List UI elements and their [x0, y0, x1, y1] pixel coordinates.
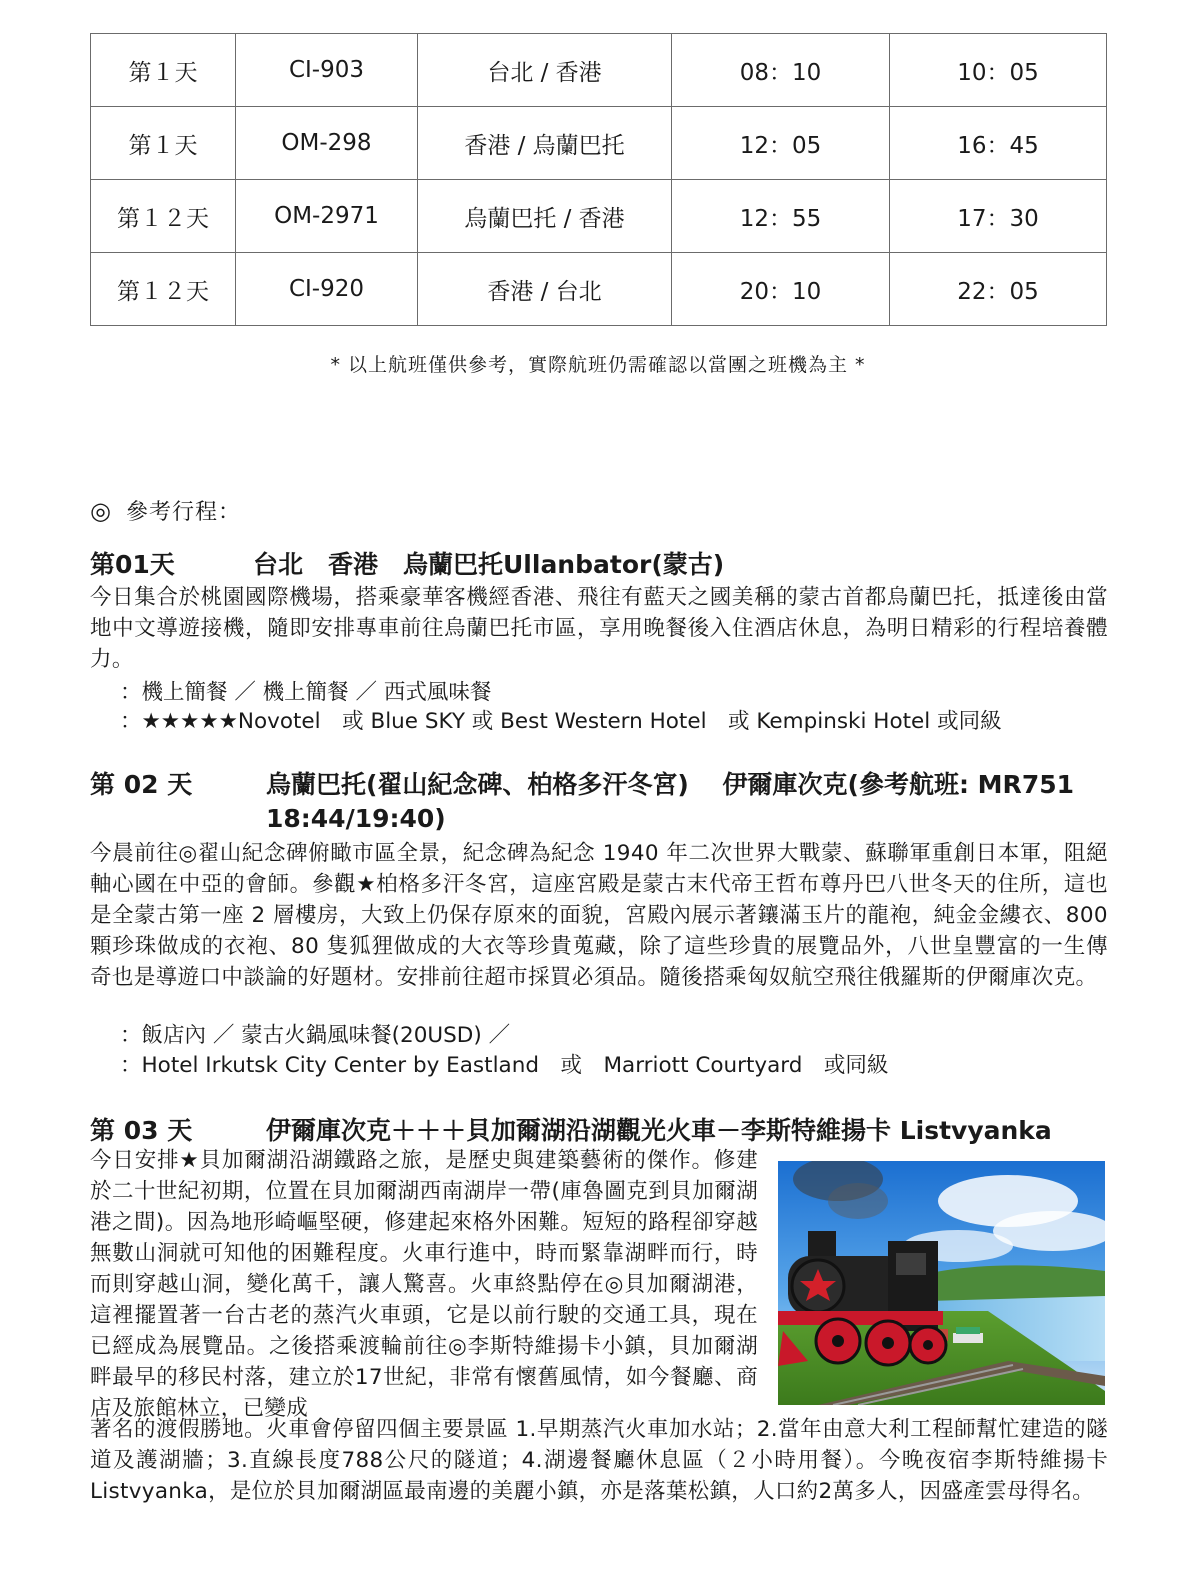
itinerary-heading	[90, 495, 241, 526]
flight-number-cell: CI-903	[236, 34, 418, 107]
flight-depart-cell: 12：55	[672, 180, 890, 253]
flight-route-cell: 香港 / 烏蘭巴托	[418, 107, 672, 180]
day2-route: 烏蘭巴托(翟山紀念碑、柏格多汗冬宮) 伊爾庫次克(參考航班: MR751	[266, 770, 1074, 799]
day1-hotel: ：★★★★★Novotel 或 Blue SKY 或 Best Western Hotel 或 Kempinski Hotel 或同級	[120, 709, 1002, 734]
flight-route-cell: 烏蘭巴托 / 香港	[418, 180, 672, 253]
table-row	[91, 253, 1107, 326]
day3-description-continued: 著名的渡假勝地。火車會停留四個主要景區 1.早期蒸汽火車加水站；2.當年由意大利工程師幫忙建造的隧道及護湖牆；3.直線長度788公尺的隧道；4.湖邊餐廳休息區（２小時用餐）。今晚夜宿李斯特維揚卡Listvyanka，是位於貝加爾湖區最南邊的美麗小鎮，亦是落葉松鎮，人口約2萬多人，因盛產雲母得名。	[90, 1417, 1108, 1504]
flight-route-cell: 香港 / 台北	[418, 253, 672, 326]
flight-depart-cell: 08：10	[672, 34, 890, 107]
day1-title	[90, 545, 724, 581]
day1-description: 今日集合於桃園國際機場，搭乘豪華客機經香港、飛往有藍天之國美稱的蒙古首都烏蘭巴托，抵達後由當地中文導遊接機，隨即安排專車前往烏蘭巴托市區，享用晚餐後入住酒店休息，為明日精彩的行程培養體力。	[90, 585, 1108, 672]
flight-day-cell: 第１２天	[91, 253, 236, 326]
day2-title-continued: 18:44/19:40)	[266, 804, 446, 833]
day2-title	[90, 765, 1074, 801]
flight-disclaimer: * 以上航班僅供參考，實際航班仍需確認以當團之班機為主 *	[330, 354, 866, 376]
flight-day-cell: 第１天	[91, 34, 236, 107]
flight-table	[90, 33, 1107, 326]
table-row	[91, 107, 1107, 180]
day2-label: 第 02 天	[90, 770, 193, 799]
table-row	[91, 180, 1107, 253]
day3-description: 今日安排★貝加爾湖沿湖鐵路之旅，是歷史與建築藝術的傑作。修建於二十世紀初期，位置在貝加爾湖西南湖岸一帶(庫魯圖克到貝加爾湖港之間)。因為地形崎嶇堅硬，修建起來格外困難。短短的路程卻穿越無數山洞就可知他的困難程度。火車行進中，時而緊靠湖畔而行，時而則穿越山洞，變化萬千，讓人驚喜。火車終點停在◎貝加爾湖港，這裡擺置著一台古老的蒸汽火車頭，它是以前行駛的交通工具，現在已經成為展覽品。之後搭乘渡輪前往◎李斯特維揚卡小鎮，貝加爾湖畔最早的移民村落，建立於17世紀，非常有懷舊風情，如今餐廳、商店及旅館林立，已變成	[90, 1148, 758, 1421]
flight-arrive-cell: 10：05	[890, 34, 1107, 107]
flight-day-cell: 第１２天	[91, 180, 236, 253]
flight-day-cell: 第１天	[91, 107, 236, 180]
day2-meals: ：飯店內 ／ 蒙古火鍋風味餐(20USD) ／	[120, 1023, 511, 1048]
day1-label: 第01天	[90, 550, 175, 579]
day3-title	[90, 1111, 1052, 1147]
flight-depart-cell: 12：05	[672, 107, 890, 180]
day1-meals: ：機上簡餐 ／ 機上簡餐 ／ 西式風味餐	[120, 680, 492, 705]
steam-train-image	[778, 1161, 1105, 1405]
flight-number-cell: OM-298	[236, 107, 418, 180]
flight-number-cell: OM-2971	[236, 180, 418, 253]
flight-depart-cell: 20：10	[672, 253, 890, 326]
bullseye-icon: ◎	[90, 497, 112, 525]
day1-route: 台北 香港 烏蘭巴托Ullanbator(蒙古)	[253, 550, 725, 579]
table-row	[91, 34, 1107, 107]
day3-label: 第 03 天	[90, 1116, 193, 1145]
flight-arrive-cell: 22：05	[890, 253, 1107, 326]
day3-route: 伊爾庫次克＋＋＋貝加爾湖沿湖觀光火車－李斯特維揚卡 Listvyanka	[266, 1116, 1052, 1145]
flight-arrive-cell: 16：45	[890, 107, 1107, 180]
day2-description: 今晨前往◎翟山紀念碑俯瞰市區全景，紀念碑為紀念 1940 年二次世界大戰蒙、蘇聯軍重創日本軍，阻絕軸心國在中亞的會師。參觀★柏格多汗冬宮，這座宮殿是蒙古末代帝王哲布尊丹巴八世冬天的住所，這也是全蒙古第一座 2 層樓房，大致上仍保存原來的面貌，宮殿內展示著鑲滿玉片的龍袍，純金金縷衣、800 顆珍珠做成的衣袍、80 隻狐狸做成的大衣等珍貴蒐藏，除了這些珍貴的展覽品外，八世皇豐富的一生傳奇也是導遊口中談論的好題材。安排前往超市採買必須品。隨後搭乘匈奴航空飛往俄羅斯的伊爾庫次克。	[90, 841, 1108, 990]
itinerary-heading-text: 參考行程：	[125, 500, 241, 525]
flight-number-cell: CI-920	[236, 253, 418, 326]
flight-route-cell: 台北 / 香港	[418, 34, 672, 107]
steam-train-photo	[778, 1161, 1105, 1405]
day2-hotel: ：Hotel Irkutsk City Center by Eastland 或 Marriott Courtyard 或同級	[120, 1053, 889, 1078]
flight-arrive-cell: 17：30	[890, 180, 1107, 253]
